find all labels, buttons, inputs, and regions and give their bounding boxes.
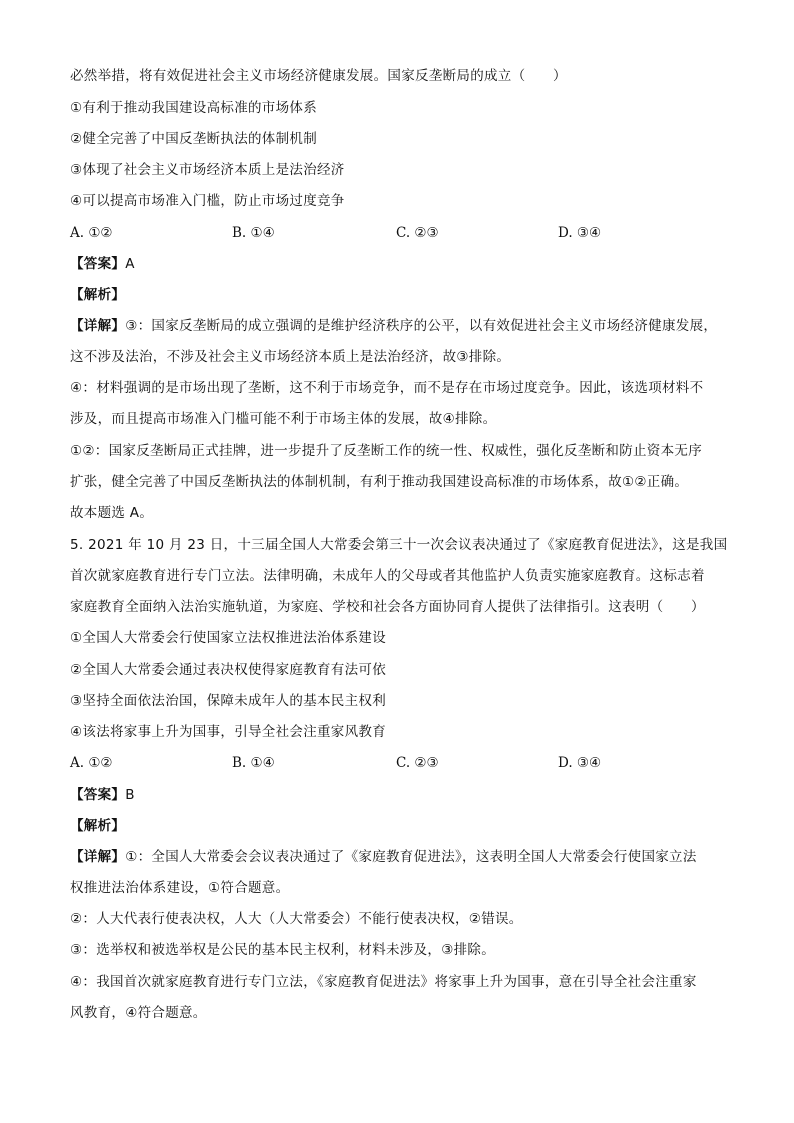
answer-tag: 【答案】 — [70, 256, 126, 272]
q4-option-a: A. ①② — [70, 225, 113, 241]
q5-detail-line-2: 权推进法治体系建设，①符合题意。 — [70, 880, 290, 896]
q4-detail-line-5: ①②：国家反垄断局正式挂牌，进一步提升了反垄断工作的统一性、权威性，强化反垄断和防止资本无序 — [70, 443, 703, 459]
q5-stem-line-2: 首次就家庭教育进行专门立法。法律明确，未成年人的父母或者其他监护人负责实施家庭教育。这标志着 — [70, 568, 705, 584]
q5-analysis-tag: 【解析】 — [70, 818, 126, 834]
detail-tag: 【详解】 — [70, 849, 126, 865]
q5-detail-line-5: ④：我国首次就家庭教育进行专门立法，《家庭教育促进法》将家事上升为国事，意在引导全社会注重家 — [70, 974, 697, 990]
q4-detail-line-3: ④：材料强调的是市场出现了垄断，这不利于市场竞争，而不是存在市场过度竞争。因此，该选项材料不 — [70, 380, 704, 396]
q5-statement-3: ③坚持全面依法治国，保障未成年人的基本民主权利 — [70, 693, 387, 709]
q5-detail-line-6: 风教育，④符合题意。 — [70, 1005, 207, 1021]
q4-detail-line-6: 扩张，健全完善了中国反垄断执法的体制机制，有利于推动我国建设高标准的市场体系，故①②正确。 — [70, 474, 689, 490]
q4-statement-1: ①有利于推动我国建设高标准的市场体系 — [70, 100, 318, 116]
detail-text: ③：国家反垄断局的成立强调的是维护经济秩序的公平，以有效促进社会主义市场经济健康发展， — [125, 318, 718, 334]
q5-answer — [70, 785, 135, 805]
q5-statement-2: ②全国人大常委会通过表决权使得家庭教育有法可依 — [70, 662, 387, 678]
detail-text: ①：全国人大常委会会议表决通过了《家庭教育促进法》，这表明全国人大常委会行使国家立法 — [125, 849, 697, 865]
answer-value: B — [125, 787, 135, 803]
detail-tag: 【详解】 — [70, 318, 126, 334]
q5-option-b: B. ①④ — [232, 755, 275, 771]
q4-option-b: B. ①④ — [232, 225, 275, 241]
q4-stem: 必然举措，将有效促进社会主义市场经济健康发展。国家反垄断局的成立（ ） — [70, 68, 567, 84]
q4-answer — [70, 254, 135, 274]
q5-statement-4: ④该法将家事上升为国事，引导全社会注重家风教育 — [70, 724, 387, 740]
q4-statement-4: ④可以提高市场准入门槛，防止市场过度竞争 — [70, 193, 345, 209]
q4-detail-line-1 — [70, 316, 717, 336]
answer-tag: 【答案】 — [70, 787, 126, 803]
q4-statement-3: ③体现了社会主义市场经济本质上是法治经济 — [70, 162, 345, 178]
q5-statement-1: ①全国人大常委会行使国家立法权推进法治体系建设 — [70, 630, 387, 646]
q4-detail-line-2: 这不涉及法治，不涉及社会主义市场经济本质上是法治经济，故③排除。 — [70, 349, 511, 365]
q5-stem-line-1: 5. 2021 年 10 月 23 日，十三届全国人大常委会第三十一次会议表决通过了《家庭教育促进法》，这是我国 — [70, 537, 728, 553]
q5-detail-line-1 — [70, 847, 697, 867]
answer-value: A — [125, 256, 135, 272]
q4-option-d: D. ③④ — [558, 225, 602, 241]
q5-stem-line-3: 家庭教育全面纳入法治实施轨道，为家庭、学校和社会各方面协同育人提供了法律指引。这表明（ ） — [70, 599, 705, 615]
q5-detail-line-4: ③：选举权和被选举权是公民的基本民主权利，材料未涉及，③排除。 — [70, 942, 496, 958]
q4-analysis-tag: 【解析】 — [70, 287, 126, 303]
q4-detail-line-7: 故本题选 A。 — [70, 505, 154, 521]
q4-detail-line-4: 涉及，而且提高市场准入门槛可能不利于市场主体的发展，故④排除。 — [70, 411, 497, 427]
q5-option-c: C. ②③ — [396, 755, 439, 771]
q4-statement-2: ②健全完善了中国反垄断执法的体制机制 — [70, 131, 318, 147]
q5-option-d: D. ③④ — [558, 755, 602, 771]
q5-option-a: A. ①② — [70, 755, 113, 771]
q4-option-c: C. ②③ — [396, 225, 439, 241]
q5-detail-line-3: ②：人大代表行使表决权，人大（人大常委会）不能行使表决权，②错误。 — [70, 911, 523, 927]
